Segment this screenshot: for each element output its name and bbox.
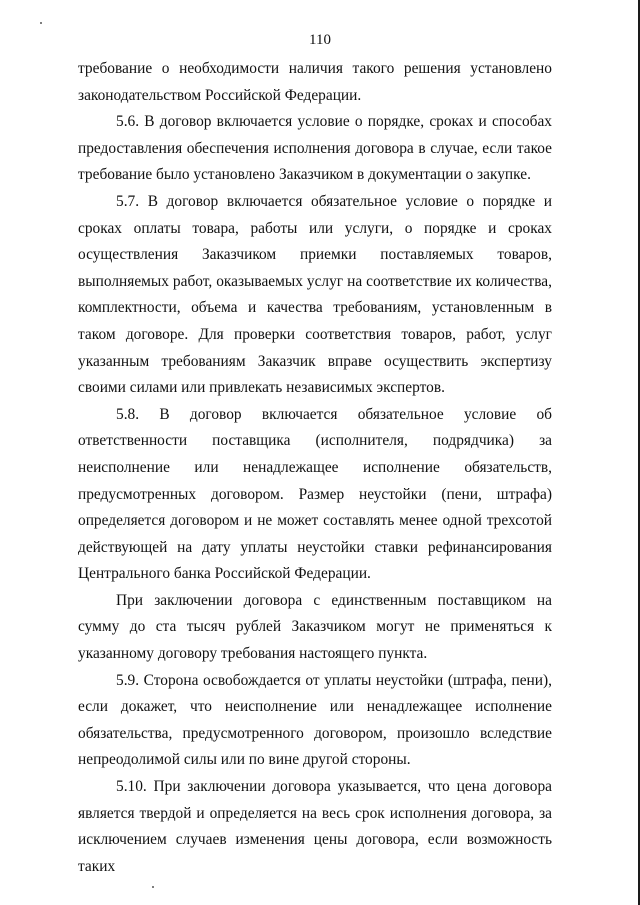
paragraph: требование о необходимости наличия такого решения установлено законодательством Российской Федерации. [78, 60, 552, 104]
scan-speck [152, 886, 154, 888]
paragraph-5-9: 5.9. Сторона освобождается от уплаты неустойки (штрафа, пени), если докажет, что неисполнение или ненадлежащее исполнение обязательства, предусмотренного договором, произошло вследствие непреодолимой силы или по вине другой стороны. [78, 671, 552, 769]
paragraph-5-6: 5.6. В договор включается условие о порядке, сроках и способах предоставления обеспечения исполнения договора в случае, если такое требование было установлено Заказчиком в документации о закупке. [78, 113, 552, 184]
scan-speck [40, 22, 42, 24]
document-body [78, 56, 552, 880]
paragraph-5-7: 5.7. В договор включается обязательное условие о порядке и сроках оплаты товара, работы или услуги, о порядке и сроках осуществления Заказчиком приемки поставляемых товаров, выполняемых работ, оказываемых услуг на соответствие их количества, комплектности, объема и качества требованиям, установленным в таком договоре. Для проверки соответствия товаров, работ, услуг указанным требованиям Заказчик вправе осуществить экспертизу своими силами или привлекать независимых экспертов. [78, 192, 552, 397]
paragraph-5-8: 5.8. В договор включается обязательное условие об ответственности поставщика (исполнителя, подрядчика) за неисполнение или ненадлежащее исполнение обязательств, предусмотренных договором. Размер неустойки (пени, штрафа) определяется договором и не может составлять менее одной трехсотой действующей на дату уплаты неустойки ставки рефинансирования Центрального банка Российской Федерации. [78, 405, 552, 583]
page-number: 110 [309, 32, 331, 48]
paragraph-5-10: 5.10. При заключении договора указывается, что цена договора является твердой и определяется на весь срок исполнения договора, за исключением случаев изменения цены договора, если возможность таких [78, 778, 552, 875]
paragraph-5-8-note: При заключении договора с единственным поставщиком на сумму до ста тысяч рублей Заказчиком могут не применяться к указанному договору требования настоящего пункта. [78, 591, 552, 663]
